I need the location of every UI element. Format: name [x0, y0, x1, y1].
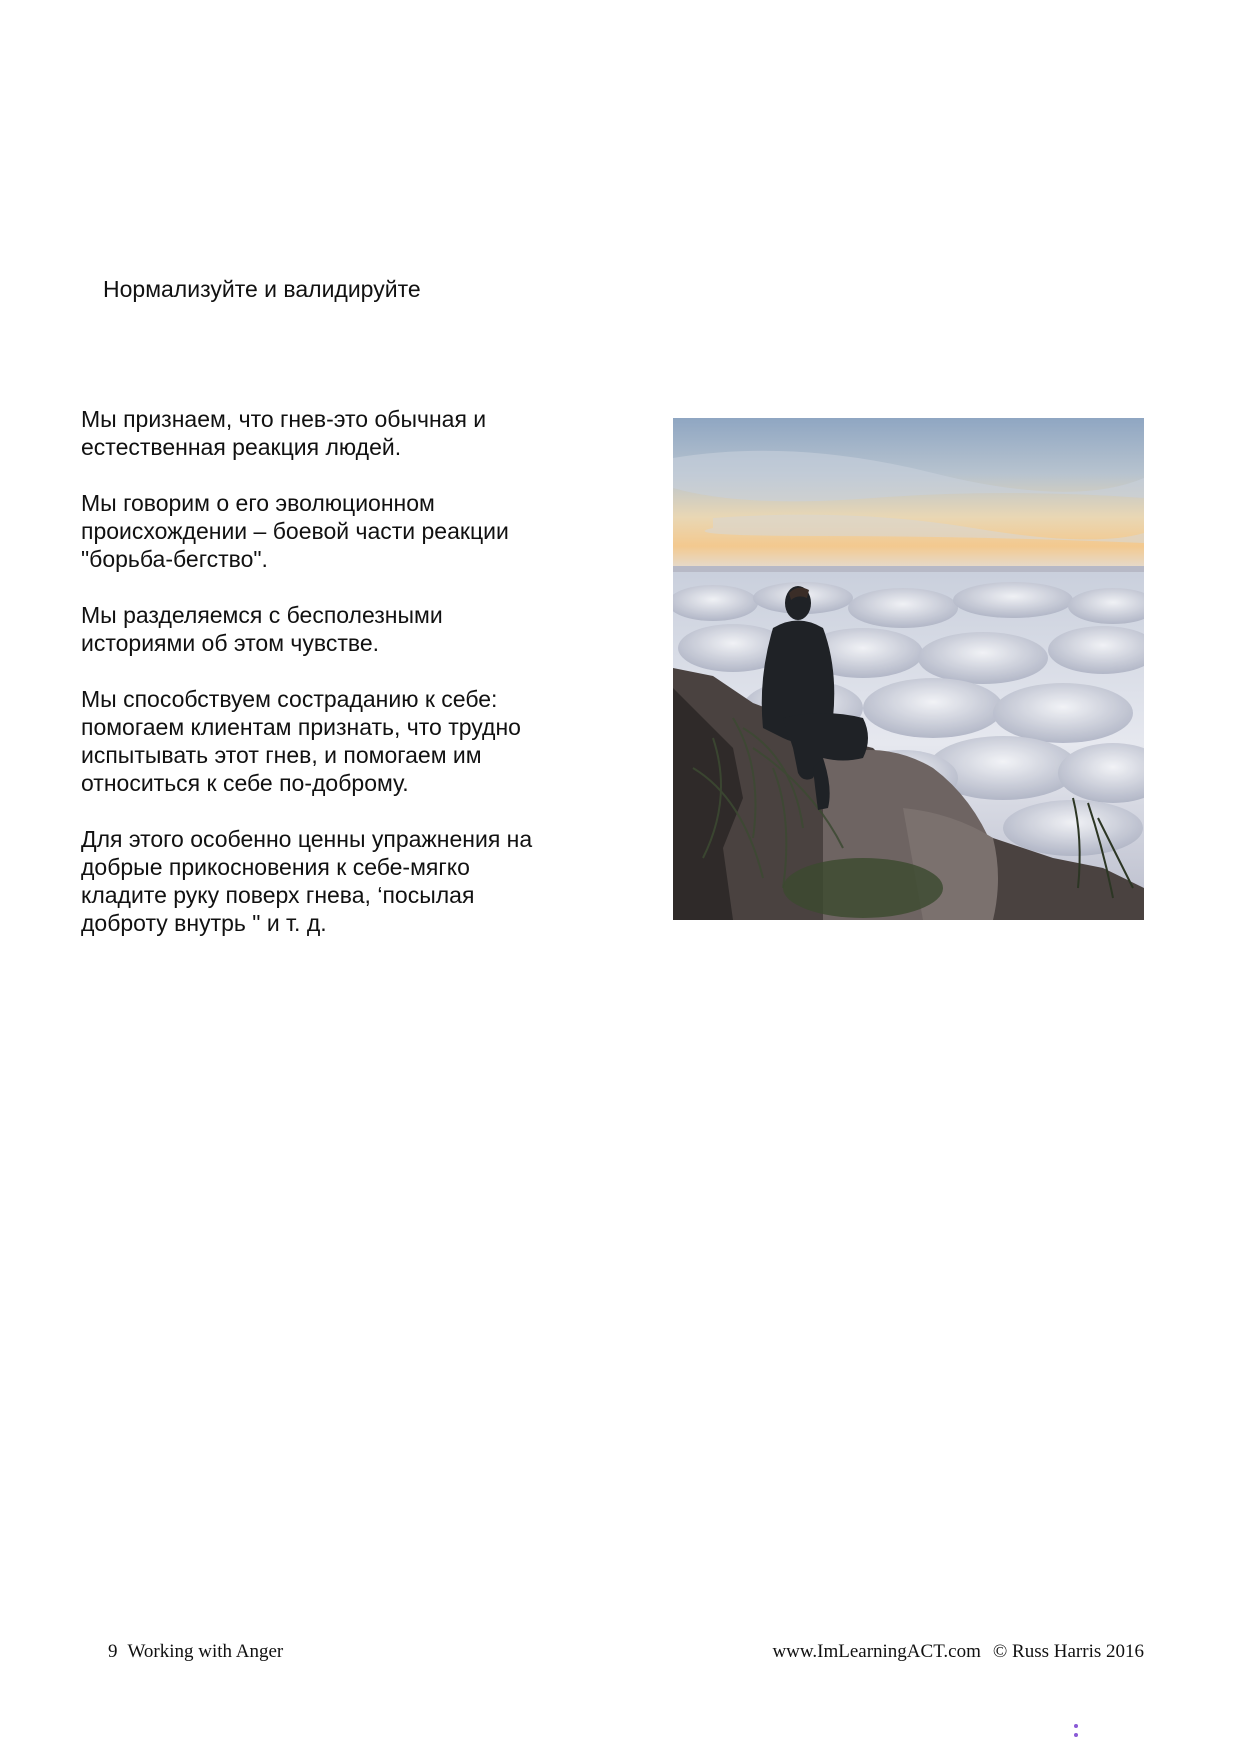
paragraph-anger-normal: Мы признаем, что гнев-это обычная и естественная реакция людей.: [81, 406, 487, 460]
dot: [1074, 1724, 1078, 1728]
section-heading: Нормализуйте и валидируйте: [103, 276, 421, 302]
document-title: Working with Anger: [127, 1641, 284, 1662]
footer-left: [108, 1641, 283, 1663]
scroll-indicator-dots: [1074, 1724, 1080, 1742]
page-number: 9: [108, 1641, 118, 1662]
footer-right: [772, 1641, 1144, 1663]
copyright-notice: © Russ Harris 2016: [992, 1641, 1144, 1662]
paragraph-defusion: Мы разделяемся с бесполезными историями об этом чувстве.: [81, 602, 443, 656]
paragraph-evolution: Мы говорим о его эволюционном происхождении – боевой части реакции "борьба-бегство".: [81, 490, 509, 572]
paragraph-self-compassion: Мы способствуем состраданию к себе: помогаем клиентам признать, что трудно испытывать этот гнев, и помогаем им относиться к себе по-доброму.: [81, 686, 521, 796]
website-link[interactable]: www.ImLearningACT.com: [772, 1641, 981, 1662]
paragraph-kind-touch: Для этого особенно ценны упражнения на добрые прикосновения к себе-мягко кладите руку поверх гнева, ‘посылая доброту внутрь " и т. д.: [81, 826, 533, 936]
body-text: [81, 405, 641, 965]
dot: [1074, 1733, 1078, 1737]
man-above-clouds-photo: [673, 418, 1144, 920]
